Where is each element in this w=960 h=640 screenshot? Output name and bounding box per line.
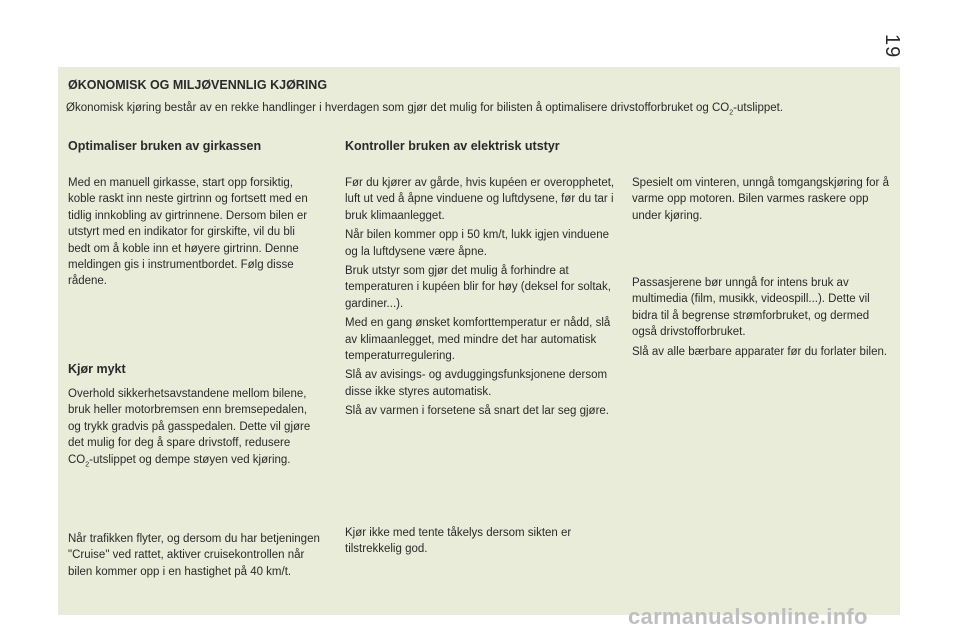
cruise-control-text: Når trafikken flyter, og dersom du har betjeningen "Cruise" ved rattet, aktiver cruisekontrollen når bilen kommer opp i en hastighet på 40 km/t. <box>68 533 320 578</box>
intro-subscript: 2 <box>729 109 734 117</box>
electrical-paragraph: Slå av avisings- og avduggingsfunksjonene dersom disse ikke styres automatisk. <box>345 369 608 398</box>
gearbox-text: Med en manuell girkasse, start opp forsiktig, koble raskt inn neste girtrinn og fortsett med en tidlig innkobling av girtrinnene. Dersom bilen er utstyrt med en indikator for girskifte, vil du bli bedt om å koble inn et høyere girtrinn. Denne meldingen gis i instrumentbordet. Følg disse rådene. <box>68 177 308 288</box>
electrical-paragraph: Slå av varmen i forsetene så snart det lar seg gjøre. <box>345 405 609 418</box>
smooth-text: Overhold sikkerhetsavstandene mellom bilene, bruk heller motorbremsen enn bremsepedalen, og trykk gradvis på gasspedalen. Dette vil gjøre det mulig for deg å spare drivstoff, redusere CO <box>68 388 311 466</box>
page-number: 19 <box>881 34 903 59</box>
intro-paragraph <box>66 99 886 117</box>
intro-text-end: -utslippet. <box>733 102 784 114</box>
smooth-text-end: -utslippet og dempe støyen ved kjøring. <box>89 453 291 466</box>
smooth-subscript: 2 <box>85 460 90 468</box>
multimedia-paragraph: Passasjerene bør unngå for intens bruk av multimedia (film, musikk, videospill...). Dette vil bidra til å begrense strømforbruket, og dermed også drivstofforbruket. <box>632 277 870 339</box>
section-title: ØKONOMISK OG MILJØVENNLIG KJØRING <box>68 78 328 92</box>
heading-electrical: Kontroller bruken av elektrisk utstyr <box>345 139 560 153</box>
winter-idling-text: Spesielt om vinteren, unngå tomgangskjøring for å varme opp motoren. Bilen varmes raskere opp under kjøring. <box>632 177 889 222</box>
smooth-driving-text <box>68 386 318 468</box>
multimedia-paragraph: Slå av alle bærbare apparater før du forlater bilen. <box>632 345 888 358</box>
electrical-paragraph: Når bilen kommer opp i 50 km/t, lukk igjen vinduene og la luftdysene være åpne. <box>345 229 609 258</box>
intro-text: Økonomisk kjøring består av en rekke handlinger i hverdagen som gjør det mulig for bilisten å optimalisere drivstofforbruket og CO <box>66 102 730 114</box>
heading-smooth-driving: Kjør mykt <box>68 362 126 376</box>
heading-gearbox: Optimaliser bruken av girkassen <box>68 139 262 153</box>
electrical-list <box>345 175 623 423</box>
electrical-paragraph: Bruk utstyr som gjør det mulig å forhindre at temperaturen i kupéen blir for høy (deksel for soltak, gardiner...). <box>345 265 611 310</box>
electrical-paragraph: Med en gang ønsket komforttemperatur er nådd, slå av klimaanlegget, med mindre det har automatisk temperaturregulering. <box>345 317 611 363</box>
fog-lights-text: Kjør ikke med tente tåkelys dersom sikten er tilstrekkelig god. <box>345 527 572 556</box>
watermark: carmanualsonline.info <box>628 604 868 629</box>
electrical-paragraph: Før du kjører av gårde, hvis kupéen er overopphetet, luft ut ved å åpne vinduene og luftdysene, før du tar i bruk klimaanlegget. <box>345 177 615 222</box>
multimedia-list <box>632 275 894 363</box>
